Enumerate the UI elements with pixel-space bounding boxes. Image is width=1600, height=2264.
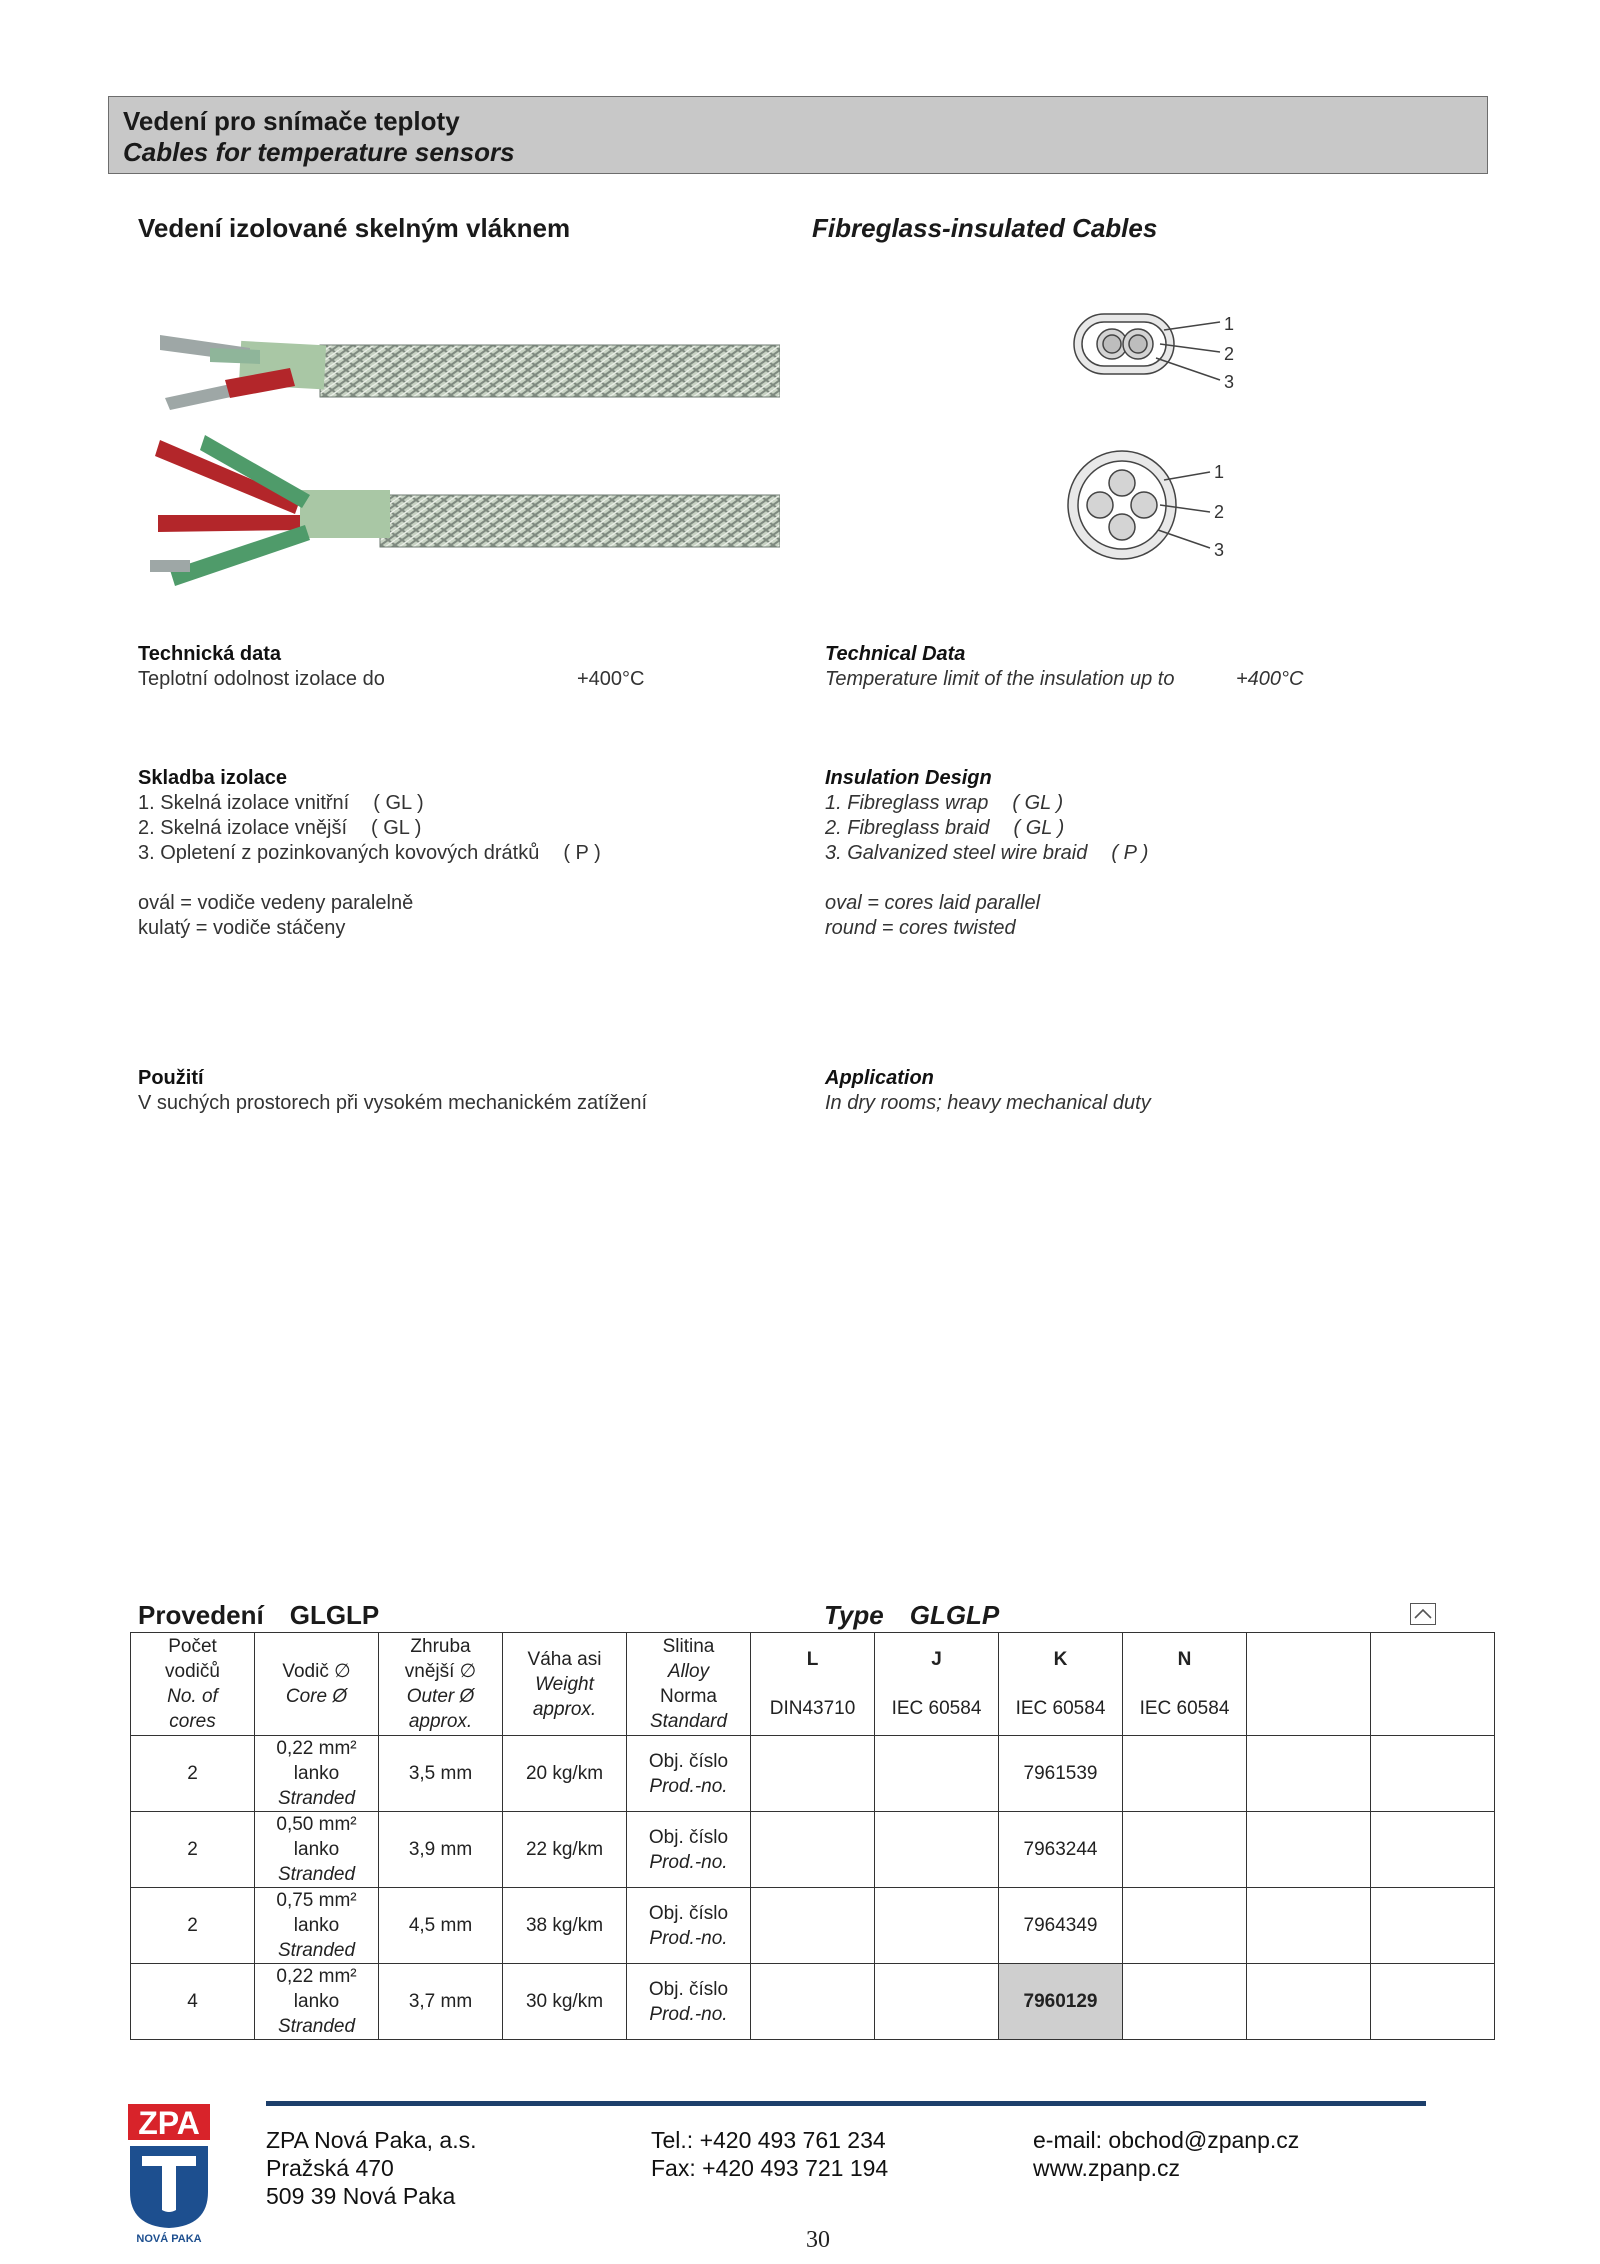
zpa-logo [126,2102,212,2244]
cell-j [875,1888,999,1964]
cell-k: 7961539 [999,1736,1123,1812]
round-label-3: 3 [1214,540,1225,560]
insulation-block-cz [138,766,758,941]
svg-text:ZPA: ZPA [138,2105,200,2141]
technical-heading-cz: Technická data [138,643,282,665]
cell-k: 7963244 [999,1812,1123,1888]
cell-j [875,1812,999,1888]
cell-weight: 30 kg/km [503,1964,627,2040]
technical-line-en: Temperature limit of the insulation up to [825,668,1175,690]
cell-core: 0,22 mm² lanko Stranded [255,1964,379,2040]
cable-photos [150,310,780,600]
insulation-heading-cz: Skladba izolace [138,767,287,789]
insulation-block-en [825,766,1425,941]
cell-l [751,1736,875,1812]
round-label-2: 2 [1214,502,1225,522]
oval-label-1: 1 [1224,314,1235,334]
cell-cores: 2 [131,1888,255,1964]
oval-label-3: 3 [1224,372,1235,392]
spec-table [130,1632,1495,2040]
table-row [131,1812,1495,1888]
header-alloy: Slitina Alloy Norma Standard [627,1633,751,1736]
cell-prod-label: Obj. číslo Prod.-no. [627,1812,751,1888]
header-empty-2 [1371,1633,1495,1736]
cell-cores: 2 [131,1736,255,1812]
footer-phones [651,2126,888,2182]
cell-prod-label: Obj. číslo Prod.-no. [627,1736,751,1812]
round-cross-section-icon [1068,451,1210,559]
cell-n [1123,1964,1247,2040]
header-title-cz: Vedení pro snímače teploty [123,106,460,136]
cell-empty [1247,1888,1371,1964]
header-alloy-l: L DIN43710 [751,1633,875,1736]
table-row [131,1888,1495,1964]
cell-outer: 3,7 mm [379,1964,503,2040]
oval-cable-photo [160,335,780,410]
cell-j [875,1736,999,1812]
oval-label-2: 2 [1224,344,1235,364]
cell-prod-label: Obj. číslo Prod.-no. [627,1964,751,2040]
application-block-en [825,1066,1425,1116]
header-alloy-n: N IEC 60584 [1123,1633,1247,1736]
header-alloy-k: K IEC 60584 [999,1633,1123,1736]
cell-core: 0,75 mm² lanko Stranded [255,1888,379,1964]
cell-cores: 2 [131,1812,255,1888]
cell-outer: 3,9 mm [379,1812,503,1888]
section-title-en: Fibreglass-insulated Cables [812,213,1158,243]
cross-section-diagrams [1060,300,1250,570]
insulation-item-cz: 3. Opletení z pozinkovaných kovových drátků ( P ) [138,842,601,864]
cell-cores: 4 [131,1964,255,2040]
cell-empty [1371,1736,1495,1812]
cell-l [751,1812,875,1888]
insulation-heading-en: Insulation Design [825,767,992,789]
up-arrow-icon[interactable] [1410,1603,1436,1625]
cell-l [751,1964,875,2040]
table-header-row [131,1633,1495,1736]
cell-empty [1371,1964,1495,2040]
round-cable-photo [150,435,780,586]
section-title-cz: Vedení izolované skelným vláknem [138,213,571,243]
cell-j [875,1964,999,2040]
header-band [108,96,1488,174]
footer-city: 509 39 Nová Paka [266,2183,456,2209]
footer-company: ZPA Nová Paka, a.s. [266,2127,477,2153]
page-number: 30 [806,2227,830,2253]
round-label-1: 1 [1214,462,1225,482]
header-core: Vodič ∅ Core Ø [255,1633,379,1736]
footer-fax: Fax: +420 493 721 194 [651,2155,889,2181]
cell-weight: 22 kg/km [503,1812,627,1888]
type-title-cz: Provedení GLGLP [138,1600,380,1630]
header-empty-1 [1247,1633,1371,1736]
svg-text:NOVÁ PAKA: NOVÁ PAKA [136,2233,202,2244]
cell-empty [1371,1888,1495,1964]
application-block-cz [138,1066,778,1116]
cell-n [1123,1736,1247,1812]
oval-cross-section-icon [1074,314,1220,380]
footer-web[interactable]: www.zpanp.cz [1033,2155,1181,2181]
cell-n [1123,1888,1247,1964]
footer-email[interactable]: e-mail: obchod@zpanp.cz [1033,2127,1300,2153]
technical-value-en: +400°C [1236,668,1304,690]
insulation-item-en: 2. Fibreglass braid ( GL ) [825,817,1065,839]
footer-street: Pražská 470 [266,2155,394,2181]
application-heading-en: Application [825,1067,934,1089]
table-row [131,1964,1495,2040]
technical-heading-en: Technical Data [825,643,966,665]
table-row [131,1736,1495,1812]
application-heading-cz: Použití [138,1067,204,1089]
cell-empty [1371,1812,1495,1888]
insulation-note-en: oval = cores laid parallel [825,892,1041,914]
technical-line-cz: Teplotní odolnost izolace do [138,668,385,690]
cell-core: 0,22 mm² lanko Stranded [255,1736,379,1812]
cell-weight: 38 kg/km [503,1888,627,1964]
footer-contacts [1033,2126,1299,2182]
header-cores: Počet vodičů No. of cores [131,1633,255,1736]
insulation-item-cz: 2. Skelná izolace vnější ( GL ) [138,817,422,839]
insulation-item-en: 1. Fibreglass wrap ( GL ) [825,792,1064,814]
cell-l [751,1888,875,1964]
header-alloy-j: J IEC 60584 [875,1633,999,1736]
header-title-en: Cables for temperature sensors [123,137,515,167]
insulation-item-cz: 1. Skelná izolace vnitřní ( GL ) [138,792,424,814]
footer-rule [266,2101,1426,2106]
insulation-note-cz: ovál = vodiče vedeny paralelně [138,892,414,914]
cell-empty [1247,1736,1371,1812]
cell-weight: 20 kg/km [503,1736,627,1812]
insulation-note-cz: kulatý = vodiče stáčeny [138,917,346,939]
application-text-cz: V suchých prostorech při vysokém mechanickém zatížení [138,1092,648,1114]
type-title-en: Type GLGLP [824,1600,1000,1630]
cell-core: 0,50 mm² lanko Stranded [255,1812,379,1888]
header-weight: Váha asi Weight approx. [503,1633,627,1736]
cell-k-highlighted: 7960129 [999,1964,1123,2040]
cell-outer: 4,5 mm [379,1888,503,1964]
insulation-item-en: 3. Galvanized steel wire braid ( P ) [825,842,1149,864]
insulation-note-en: round = cores twisted [825,917,1016,939]
header-outer: Zhruba vnější ∅ Outer Ø approx. [379,1633,503,1736]
cell-n [1123,1812,1247,1888]
footer-address [266,2126,477,2210]
cell-empty [1247,1964,1371,2040]
footer-tel: Tel.: +420 493 761 234 [651,2127,886,2153]
application-text-en: In dry rooms; heavy mechanical duty [825,1092,1151,1114]
technical-value-cz: +400°C [577,668,645,690]
zpa-logo-icon [126,2102,212,2244]
cell-prod-label: Obj. číslo Prod.-no. [627,1888,751,1964]
cell-k: 7964349 [999,1888,1123,1964]
cell-outer: 3,5 mm [379,1736,503,1812]
cell-empty [1247,1812,1371,1888]
